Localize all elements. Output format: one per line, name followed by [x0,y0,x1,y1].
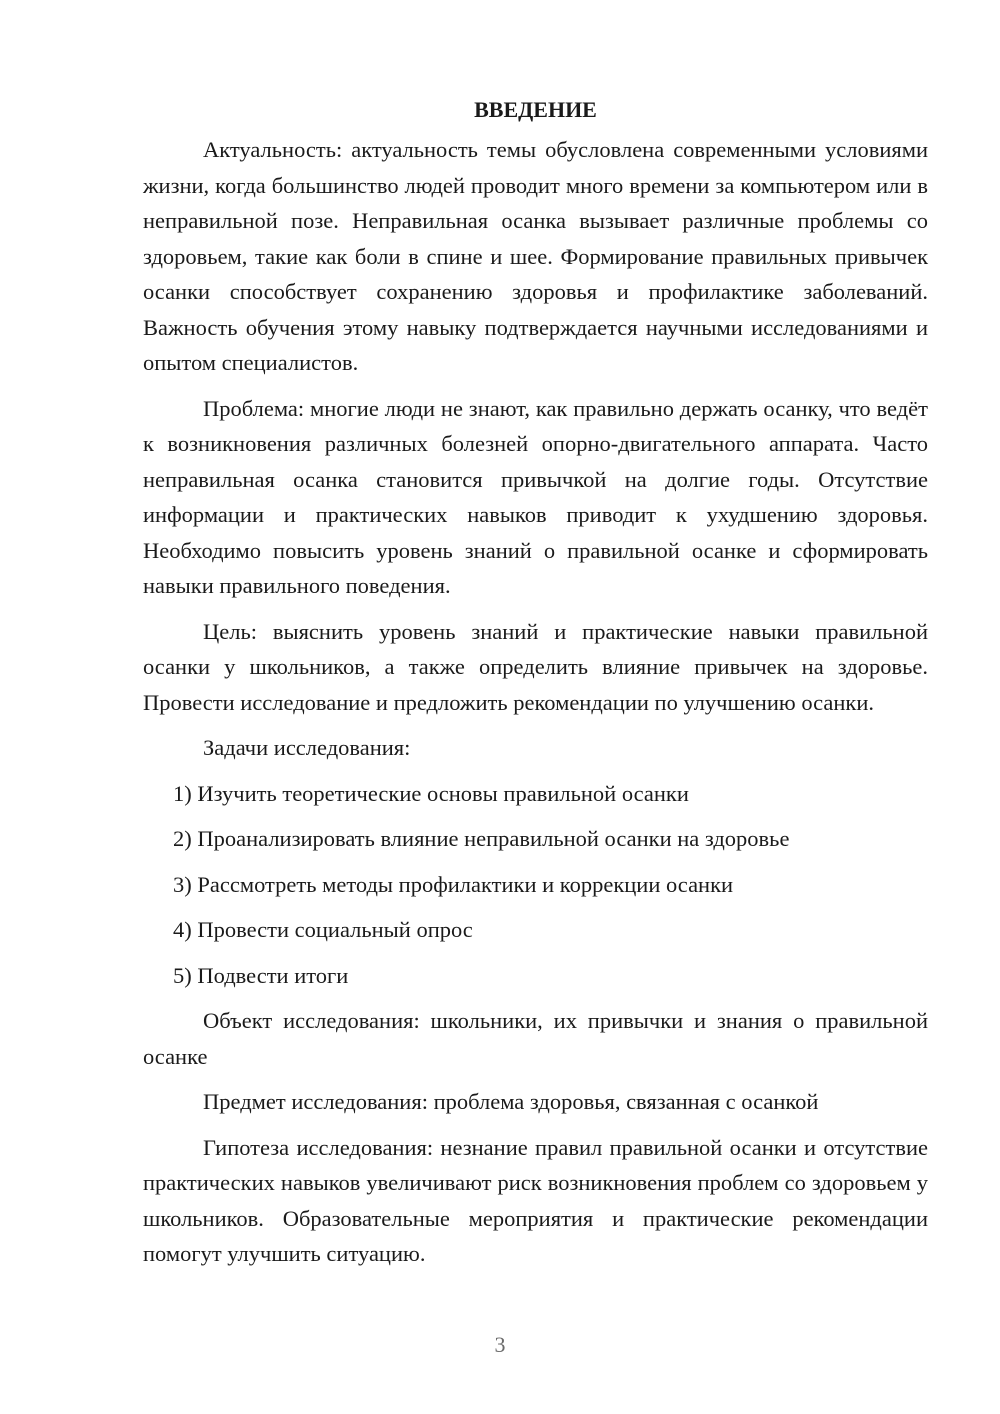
list-item: 4) Провести социальный опрос [173,917,473,942]
page-number: 3 [494,1332,506,1357]
object-paragraph: Объект исследования: школьники, их привычки и знания о правильной осанке [143,1008,928,1069]
relevance-paragraph: Актуальность: актуальность темы обусловлена современными условиями жизни, когда большинство людей проводит много времени за компьютером или в неправильной позе. Неправильная осанка вызывает различные проблемы со здоровьем, такие как боли в спине и шее. Формирование правильных привычек осанки способствует сохранению здоровья и профилактике заболеваний. Важность обучения этому навыку подтверждается научными исследованиями и опытом специалистов. [143,137,928,375]
list-item: 5) Подвести итоги [173,962,349,988]
list-item: 2) Проанализировать влияние неправильной осанки на здоровье [173,826,790,851]
subject-paragraph: Предмет исследования: проблема здоровья, связанная с осанкой [203,1089,819,1114]
tasks-list [143,776,928,994]
tasks-heading: Задачи исследования: [203,735,411,760]
list-item: 1) Изучить теоретические основы правильной осанки [173,780,689,806]
goal-paragraph: Цель: выяснить уровень знаний и практические навыки правильной осанки у школьников, а также определить влияние привычек на здоровье. Провести исследование и предложить рекомендации по улучшению осанки. [143,618,928,715]
problem-paragraph: Проблема: многие люди не знают, как правильно держать осанку, что ведёт к возникновения различных болезней опорно-двигательного аппарата. Часто неправильная осанка становится привычкой на долгие годы. Отсутствие информации и практических навыков приводит к ухудшению здоровья. Необходимо повысить уровень знаний о правильной осанке и сформировать навыки правильного поведения. [143,395,928,598]
hypothesis-paragraph: Гипотеза исследования: незнание правил правильной осанки и отсутствие практических навыков увеличивают риск возникновения проблем со здоровьем у школьников. Образовательные мероприятия и практические рекомендации помогут улучшить ситуацию. [143,1134,928,1266]
document-page [143,92,928,1282]
list-item: 3) Рассмотреть методы профилактики и коррекции осанки [173,871,734,897]
page-title: ВВЕДЕНИЕ [474,97,597,122]
